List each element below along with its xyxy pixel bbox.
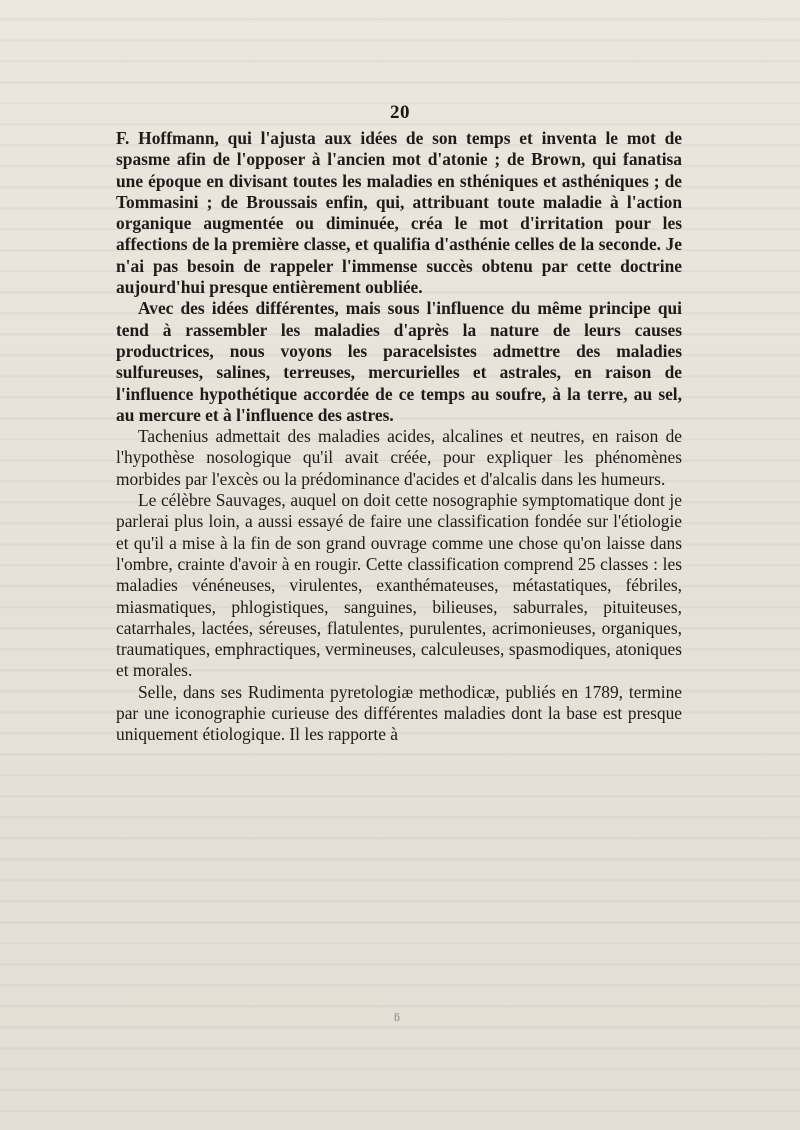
page-mark: ƃ <box>394 1010 400 1024</box>
paragraph-3: Tachenius admettait des maladies acides, alcalines et neutres, en raison de l'hypothèse nosologique qu'il avait créée, pour expliquer les phénomènes morbides par l'excès ou la prédominance d'acides et d'alcalis dans les humeurs. <box>116 426 682 489</box>
paragraph-4: Le célèbre Sauvages, auquel on doit cette nosographie symptomatique dont je parlerai plus loin, a aussi essayé de faire une classification fondée sur l'étiologie et qu'il a mise à la fin de son grand ouvrage comme une chose qu'on laisse dans l'ombre, crainte d'avoir à en rougir. Cette classification comprend 25 classes : les maladies vénéneuses, virulentes, exanthémateuses, métastatiques, fébriles, miasmatiques, phlogistiques, sanguines, bilieuses, saburrales, pituiteuses, catarrhales, lactées, séreuses, flatulentes, purulentes, acrimonieuses, organiques, traumatiques, emphractiques, vermineuses, calculeuses, spasmodiques, atoniques et morales. <box>116 490 682 681</box>
page-number: 20 <box>390 102 410 123</box>
paragraph-5: Selle, dans ses Rudimenta pyretologiæ methodicæ, publiés en 1789, termine par une iconographie curieuse des différentes maladies dont la base est presque uniquement étiologique. Il les rapporte à <box>116 681 682 745</box>
paragraph-2: Avec des idées différentes, mais sous l'influence du même principe qui tend à rassembler les maladies d'après la nature de leurs causes productrices, nous voyons les paracelsistes admettre des maladies sulfureuses, salines, terreuses, mercurielles et astrales, en raison de l'influence hypothétique accordée de ce temps au soufre, à la terre, au sel, au mercure et à l'influence des astres. <box>116 298 682 425</box>
body-text <box>116 128 682 746</box>
paragraph-1: F. Hoffmann, qui l'ajusta aux idées de son temps et inventa le mot de spasme afin de l'opposer à l'ancien mot d'atonie ; de Brown, qui fanatisa une époque en divisant toutes les maladies en sthéniques et asthéniques ; de Tommasini ; de Broussais enfin, qui, attribuant toute maladie à l'action organique augmentée ou diminuée, créa le mot d'irritation pour les affections de la première classe, et qualifia d'asthénie celles de la seconde. Je n'ai pas besoin de rappeler l'immense succès obtenu par cette doctrine aujourd'hui presque entièrement oubliée. <box>116 128 682 298</box>
